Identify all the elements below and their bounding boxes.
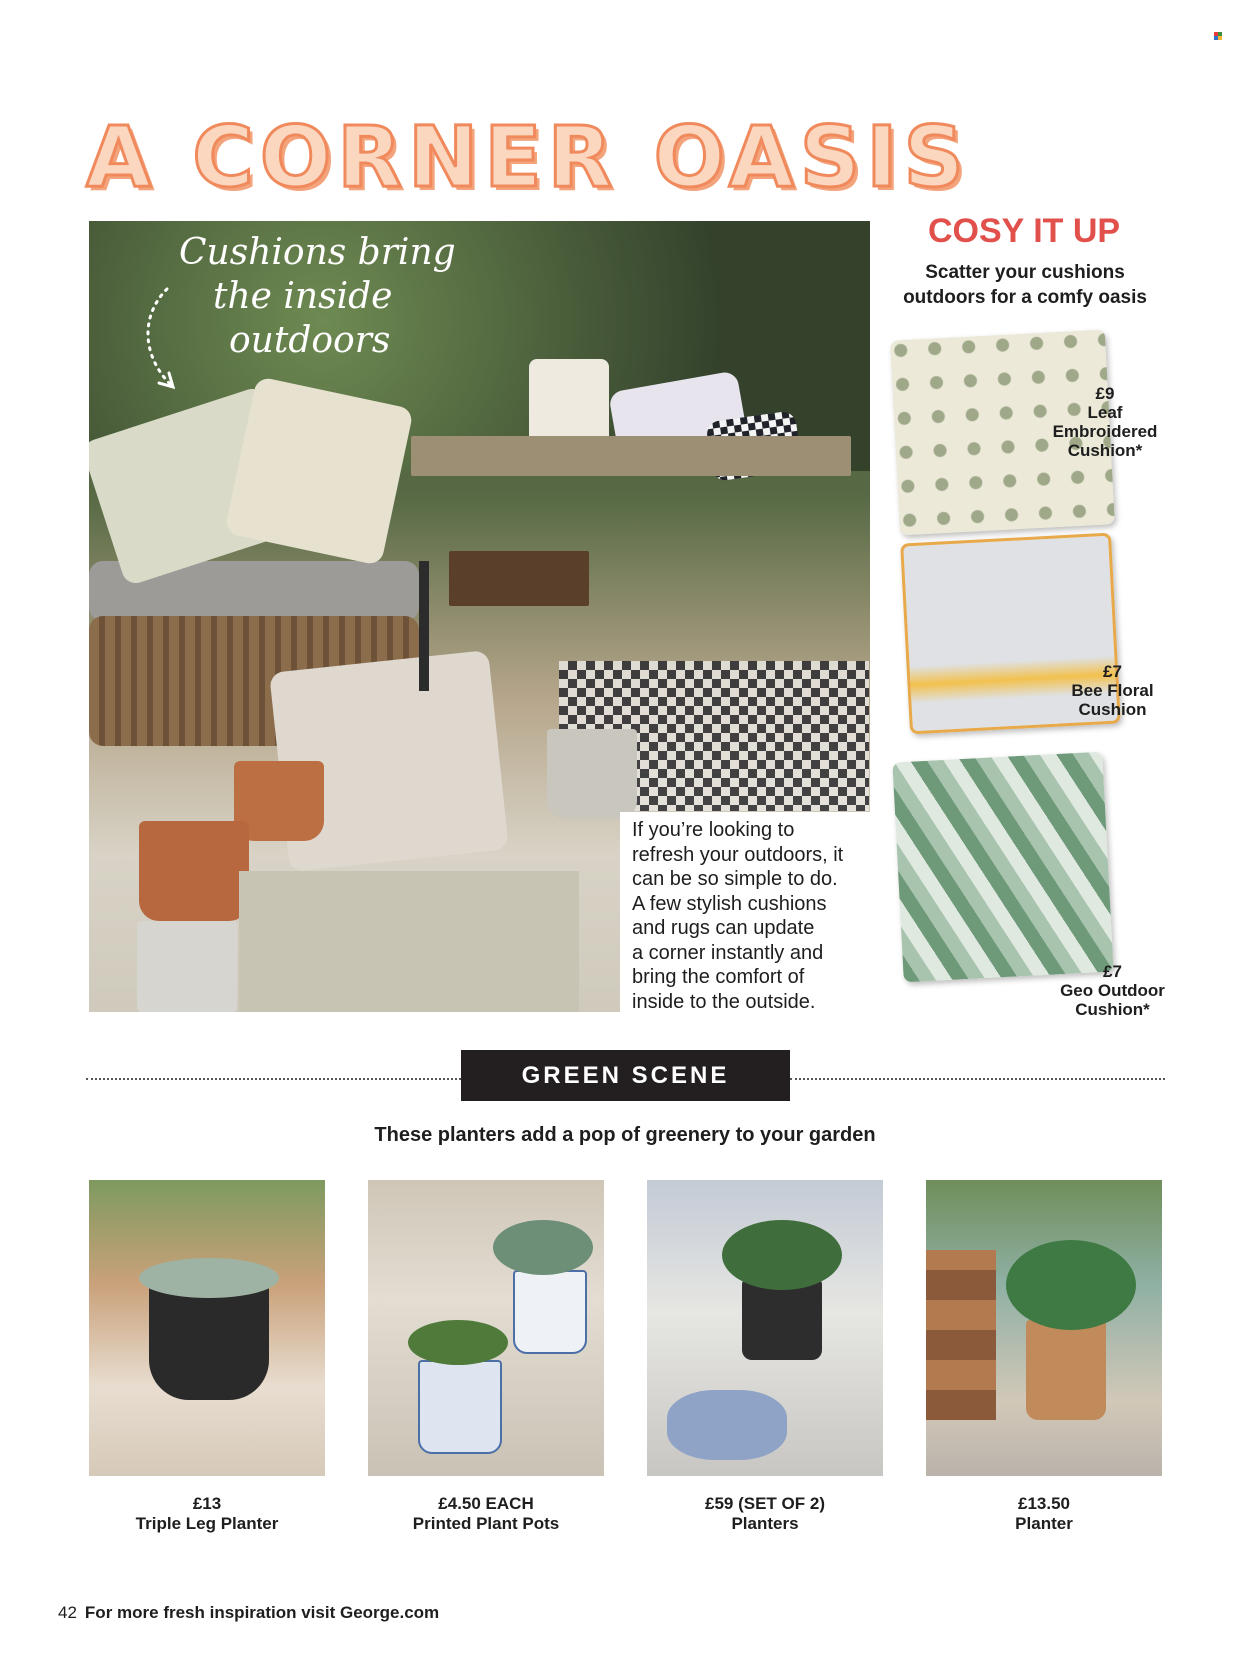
hero-body-line: inside to the outside. bbox=[632, 990, 816, 1013]
product-name: Printed Plant Pots bbox=[412, 1514, 560, 1533]
product-name-line: Leaf bbox=[1087, 403, 1123, 422]
planter-price bbox=[926, 1494, 1162, 1534]
printed-plant-pots-image bbox=[368, 1180, 604, 1476]
hero-body-line: and rugs can update bbox=[632, 917, 815, 939]
product-price: £4.50 EACH bbox=[438, 1494, 534, 1513]
divider-right bbox=[790, 1078, 1165, 1080]
printed-plant-pots-price bbox=[368, 1494, 604, 1534]
footer bbox=[58, 1603, 439, 1623]
product-name-line: Geo Outdoor bbox=[1060, 981, 1165, 1000]
geo-outdoor-cushion-image bbox=[892, 752, 1113, 983]
cosy-subheading bbox=[880, 260, 1170, 310]
product-name-line: Embroidered bbox=[1052, 422, 1158, 441]
product-price: £9 bbox=[1095, 384, 1115, 403]
triple-leg-planter-price bbox=[89, 1494, 325, 1534]
footer-link-text[interactable]: For more fresh inspiration visit George.com bbox=[84, 1603, 440, 1622]
product-name: Planter bbox=[1015, 1514, 1073, 1533]
triple-leg-planter-image bbox=[89, 1180, 325, 1476]
green-scene-subheading: These planters add a pop of greenery to your garden bbox=[374, 1124, 876, 1146]
product-price: £7 bbox=[1103, 662, 1122, 681]
hero-body-line: refresh your outdoors, it bbox=[632, 843, 844, 866]
product-name: Triple Leg Planter bbox=[135, 1514, 279, 1533]
hero-overlay-line-2: the inside bbox=[213, 276, 393, 317]
leaf-cushion-price bbox=[1040, 384, 1170, 460]
hero-body-text bbox=[632, 818, 872, 1014]
hero-overlay-line-1: Cushions bring bbox=[179, 232, 456, 273]
geo-cushion-price bbox=[1040, 962, 1185, 1019]
product-name-line: Cushion* bbox=[1075, 1000, 1150, 1019]
product-name-line: Cushion bbox=[1078, 700, 1147, 719]
hero-body-line: a corner instantly and bbox=[632, 941, 824, 964]
cosy-heading: COSY IT UP bbox=[928, 212, 1121, 250]
hero-body-line: If you’re looking to bbox=[632, 819, 795, 841]
brand-logo bbox=[1214, 32, 1222, 40]
dotted-arrow-icon bbox=[137, 285, 197, 395]
planters-set-price bbox=[647, 1494, 883, 1534]
hero-overlay-line-3: outdoors bbox=[229, 320, 391, 361]
product-name-line: Bee Floral bbox=[1071, 681, 1154, 700]
planters-set-image bbox=[647, 1180, 883, 1476]
product-price: £13.50 bbox=[1018, 1494, 1070, 1513]
cosy-subheading-line: Scatter your cushions bbox=[925, 262, 1125, 283]
divider-left bbox=[86, 1078, 461, 1080]
product-name: Planters bbox=[731, 1514, 799, 1533]
planter-image bbox=[926, 1180, 1162, 1476]
product-price: £7 bbox=[1103, 962, 1122, 981]
product-price: £59 (SET OF 2) bbox=[705, 1494, 825, 1513]
cosy-subheading-line: outdoors for a comfy oasis bbox=[903, 287, 1147, 308]
hero-body-line: can be so simple to do. bbox=[632, 868, 838, 890]
hero-body-line: A few stylish cushions bbox=[632, 892, 827, 915]
hero-body-line: bring the comfort of bbox=[632, 966, 805, 988]
bee-cushion-price bbox=[1050, 662, 1175, 719]
product-name-line: Cushion* bbox=[1067, 441, 1143, 460]
page-number: 42 bbox=[58, 1603, 77, 1622]
page-title: A CORNER OASIS bbox=[86, 108, 971, 206]
green-scene-heading: GREEN SCENE bbox=[461, 1050, 790, 1101]
product-price: £13 bbox=[192, 1494, 222, 1513]
